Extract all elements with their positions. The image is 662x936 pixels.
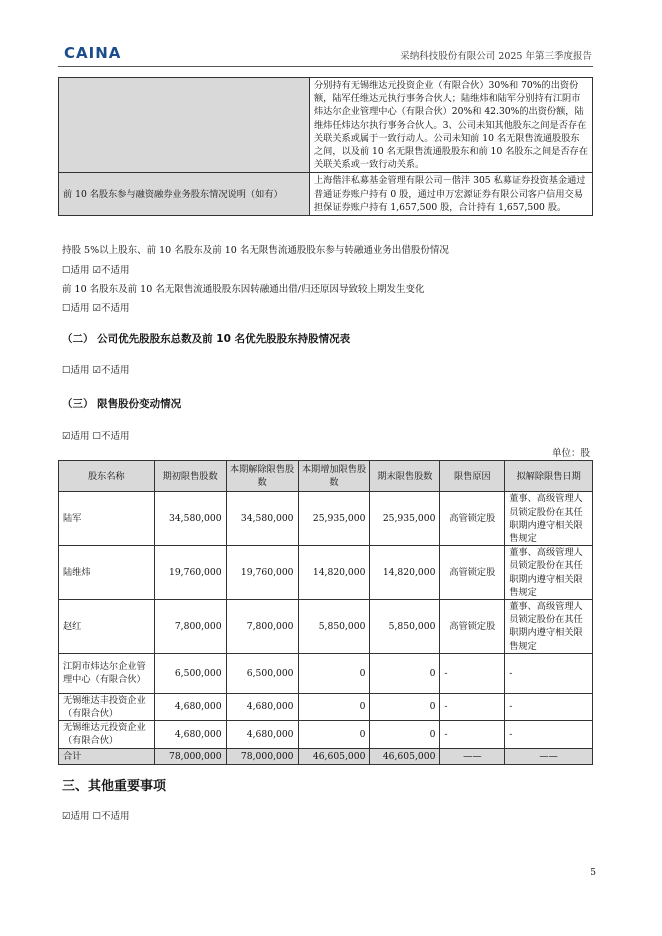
refinancing-change-paragraph: 前 10 名股东及前 10 名无限售流通股股东因转融通出借/归还原因导致较上期发生变化: [62, 284, 425, 295]
notes-text-cell: 分别持有无锡维达元投资企业（有限合伙）30%和 70%的出资份额，陆军任维达元执行事务合伙人；陆维炜和陆军分别持有江阴市炜达尔企业管理中心（有限合伙）20%和 42.30%的出资份额，陆维炜任炜达尔执行事务合伙人。3、公司未知其他股东之间是否存在关联关系或属于一致行动人。公司未知前 10 名无限售流通股股东之间，以及前 10 名无限售流通股股东和前 10 名股东之间是否存在关联关系或一致行动关系。: [310, 78, 593, 173]
release-date: -: [505, 693, 593, 720]
opening-restricted: 4,680,000: [154, 693, 226, 720]
margin-trading-text: 上海偕沣私募基金管理有限公司－偕沣 305 私募证券投资基金通过普通证券账户持有 0 股，通过申万宏源证券有限公司客户信用交易担保证券账户持有 1,657,500 股，合计持有 1,657,500 股。: [310, 173, 593, 216]
released-restricted: 19,760,000: [226, 546, 298, 600]
table-row: [59, 492, 593, 546]
table-row: [59, 600, 593, 654]
shareholder-name: 陆维炜: [59, 546, 155, 600]
table-row: [59, 653, 593, 693]
release-date: 董事、高级管理人员锁定股份在其任职期内遵守相关限售规定: [505, 600, 593, 654]
restriction-reason: 高管锁定股: [440, 600, 505, 654]
page-number: 5: [590, 868, 596, 878]
restriction-reason: -: [440, 693, 505, 720]
added-restricted: 25,935,000: [298, 492, 370, 546]
release-date: 董事、高级管理人员锁定股份在其任职期内遵守相关限售规定: [505, 492, 593, 546]
shareholder-name: 陆军: [59, 492, 155, 546]
closing-restricted: 14,820,000: [370, 546, 440, 600]
closing-restricted: 5,850,000: [370, 600, 440, 654]
added-restricted: 14,820,000: [298, 546, 370, 600]
opening-restricted: 34,580,000: [154, 492, 226, 546]
shareholder-notes-table: [58, 77, 593, 216]
restriction-reason: -: [440, 721, 505, 748]
column-header: 股东名称: [59, 461, 155, 492]
applicability-checkbox[interactable]: ☑适用 ☐不适用: [62, 431, 130, 442]
restriction-reason: -: [440, 653, 505, 693]
table-row: [59, 78, 593, 173]
table-row: [59, 721, 593, 748]
restriction-reason: 高管锁定股: [440, 492, 505, 546]
added-restricted: 5,850,000: [298, 600, 370, 654]
table-total-row: [59, 748, 593, 764]
section-restricted-shares-title: （三） 限售股份变动情况: [62, 398, 182, 410]
released-restricted: 7,800,000: [226, 600, 298, 654]
column-header: 限售原因: [440, 461, 505, 492]
added-restricted: 0: [298, 693, 370, 720]
shareholder-name: 无锡维达元投资企业 （有限合伙）: [59, 721, 155, 748]
unit-label: 单位：股: [551, 448, 590, 459]
restriction-reason: 高管锁定股: [440, 546, 505, 600]
shareholder-name: 赵红: [59, 600, 155, 654]
shareholder-name: 无锡维达丰投资企业 （有限合伙）: [59, 693, 155, 720]
released-restricted: 34,580,000: [226, 492, 298, 546]
table-row: [59, 173, 593, 216]
opening-restricted: 7,800,000: [154, 600, 226, 654]
release-date: 董事、高级管理人员锁定股份在其任职期内遵守相关限售规定: [505, 546, 593, 600]
refinancing-paragraph: 持股 5%以上股东、前 10 名股东及前 10 名无限售流通股股东参与转融通业务出借股份情况: [62, 245, 449, 256]
released-restricted: 4,680,000: [226, 693, 298, 720]
release-date: -: [505, 653, 593, 693]
applicability-checkbox[interactable]: ☐适用 ☑不适用: [62, 303, 130, 314]
released-restricted: 6,500,000: [226, 653, 298, 693]
closing-restricted: 0: [370, 721, 440, 748]
opening-restricted: 19,760,000: [154, 546, 226, 600]
added-restricted: 0: [298, 653, 370, 693]
closing-restricted: 0: [370, 653, 440, 693]
company-logo: CAINA: [64, 44, 122, 62]
total-closing: 46,605,000: [370, 748, 440, 764]
column-header: 本期解除限售股数: [226, 461, 298, 492]
column-header: 期初限售股数: [154, 461, 226, 492]
total-label: 合计: [59, 748, 155, 764]
total-opening: 78,000,000: [154, 748, 226, 764]
opening-restricted: 4,680,000: [154, 721, 226, 748]
total-released: 78,000,000: [226, 748, 298, 764]
added-restricted: 0: [298, 721, 370, 748]
column-header: 本期增加限售股数: [298, 461, 370, 492]
applicability-checkbox[interactable]: ☐适用 ☑不适用: [62, 265, 130, 276]
section-other-matters-title: 三、其他重要事项: [62, 779, 167, 794]
restricted-shares-table: [58, 460, 593, 765]
column-header: 拟解除限售日期: [505, 461, 593, 492]
header-divider: [58, 66, 593, 67]
margin-trading-label: 前 10 名股东参与融资融券业务股东情况说明（如有）: [59, 173, 310, 216]
total-reason: ——: [440, 748, 505, 764]
table-header-row: [59, 461, 593, 492]
opening-restricted: 6,500,000: [154, 653, 226, 693]
total-added: 46,605,000: [298, 748, 370, 764]
applicability-checkbox[interactable]: ☐适用 ☑不适用: [62, 365, 130, 376]
release-date: -: [505, 721, 593, 748]
notes-label-cell: [59, 78, 310, 173]
shareholder-name: 江阴市炜达尔企业管理中心（有限合伙）: [59, 653, 155, 693]
column-header: 期末限售股数: [370, 461, 440, 492]
table-row: [59, 693, 593, 720]
closing-restricted: 0: [370, 693, 440, 720]
report-title: 采纳科技股份有限公司 2025 年第三季度报告: [400, 51, 592, 62]
closing-restricted: 25,935,000: [370, 492, 440, 546]
section-preferred-shares-title: （二） 公司优先股股东总数及前 10 名优先股股东持股情况表: [62, 333, 351, 345]
applicability-checkbox[interactable]: ☑适用 ☐不适用: [62, 811, 130, 822]
released-restricted: 4,680,000: [226, 721, 298, 748]
total-release-date: ——: [505, 748, 593, 764]
table-row: [59, 546, 593, 600]
